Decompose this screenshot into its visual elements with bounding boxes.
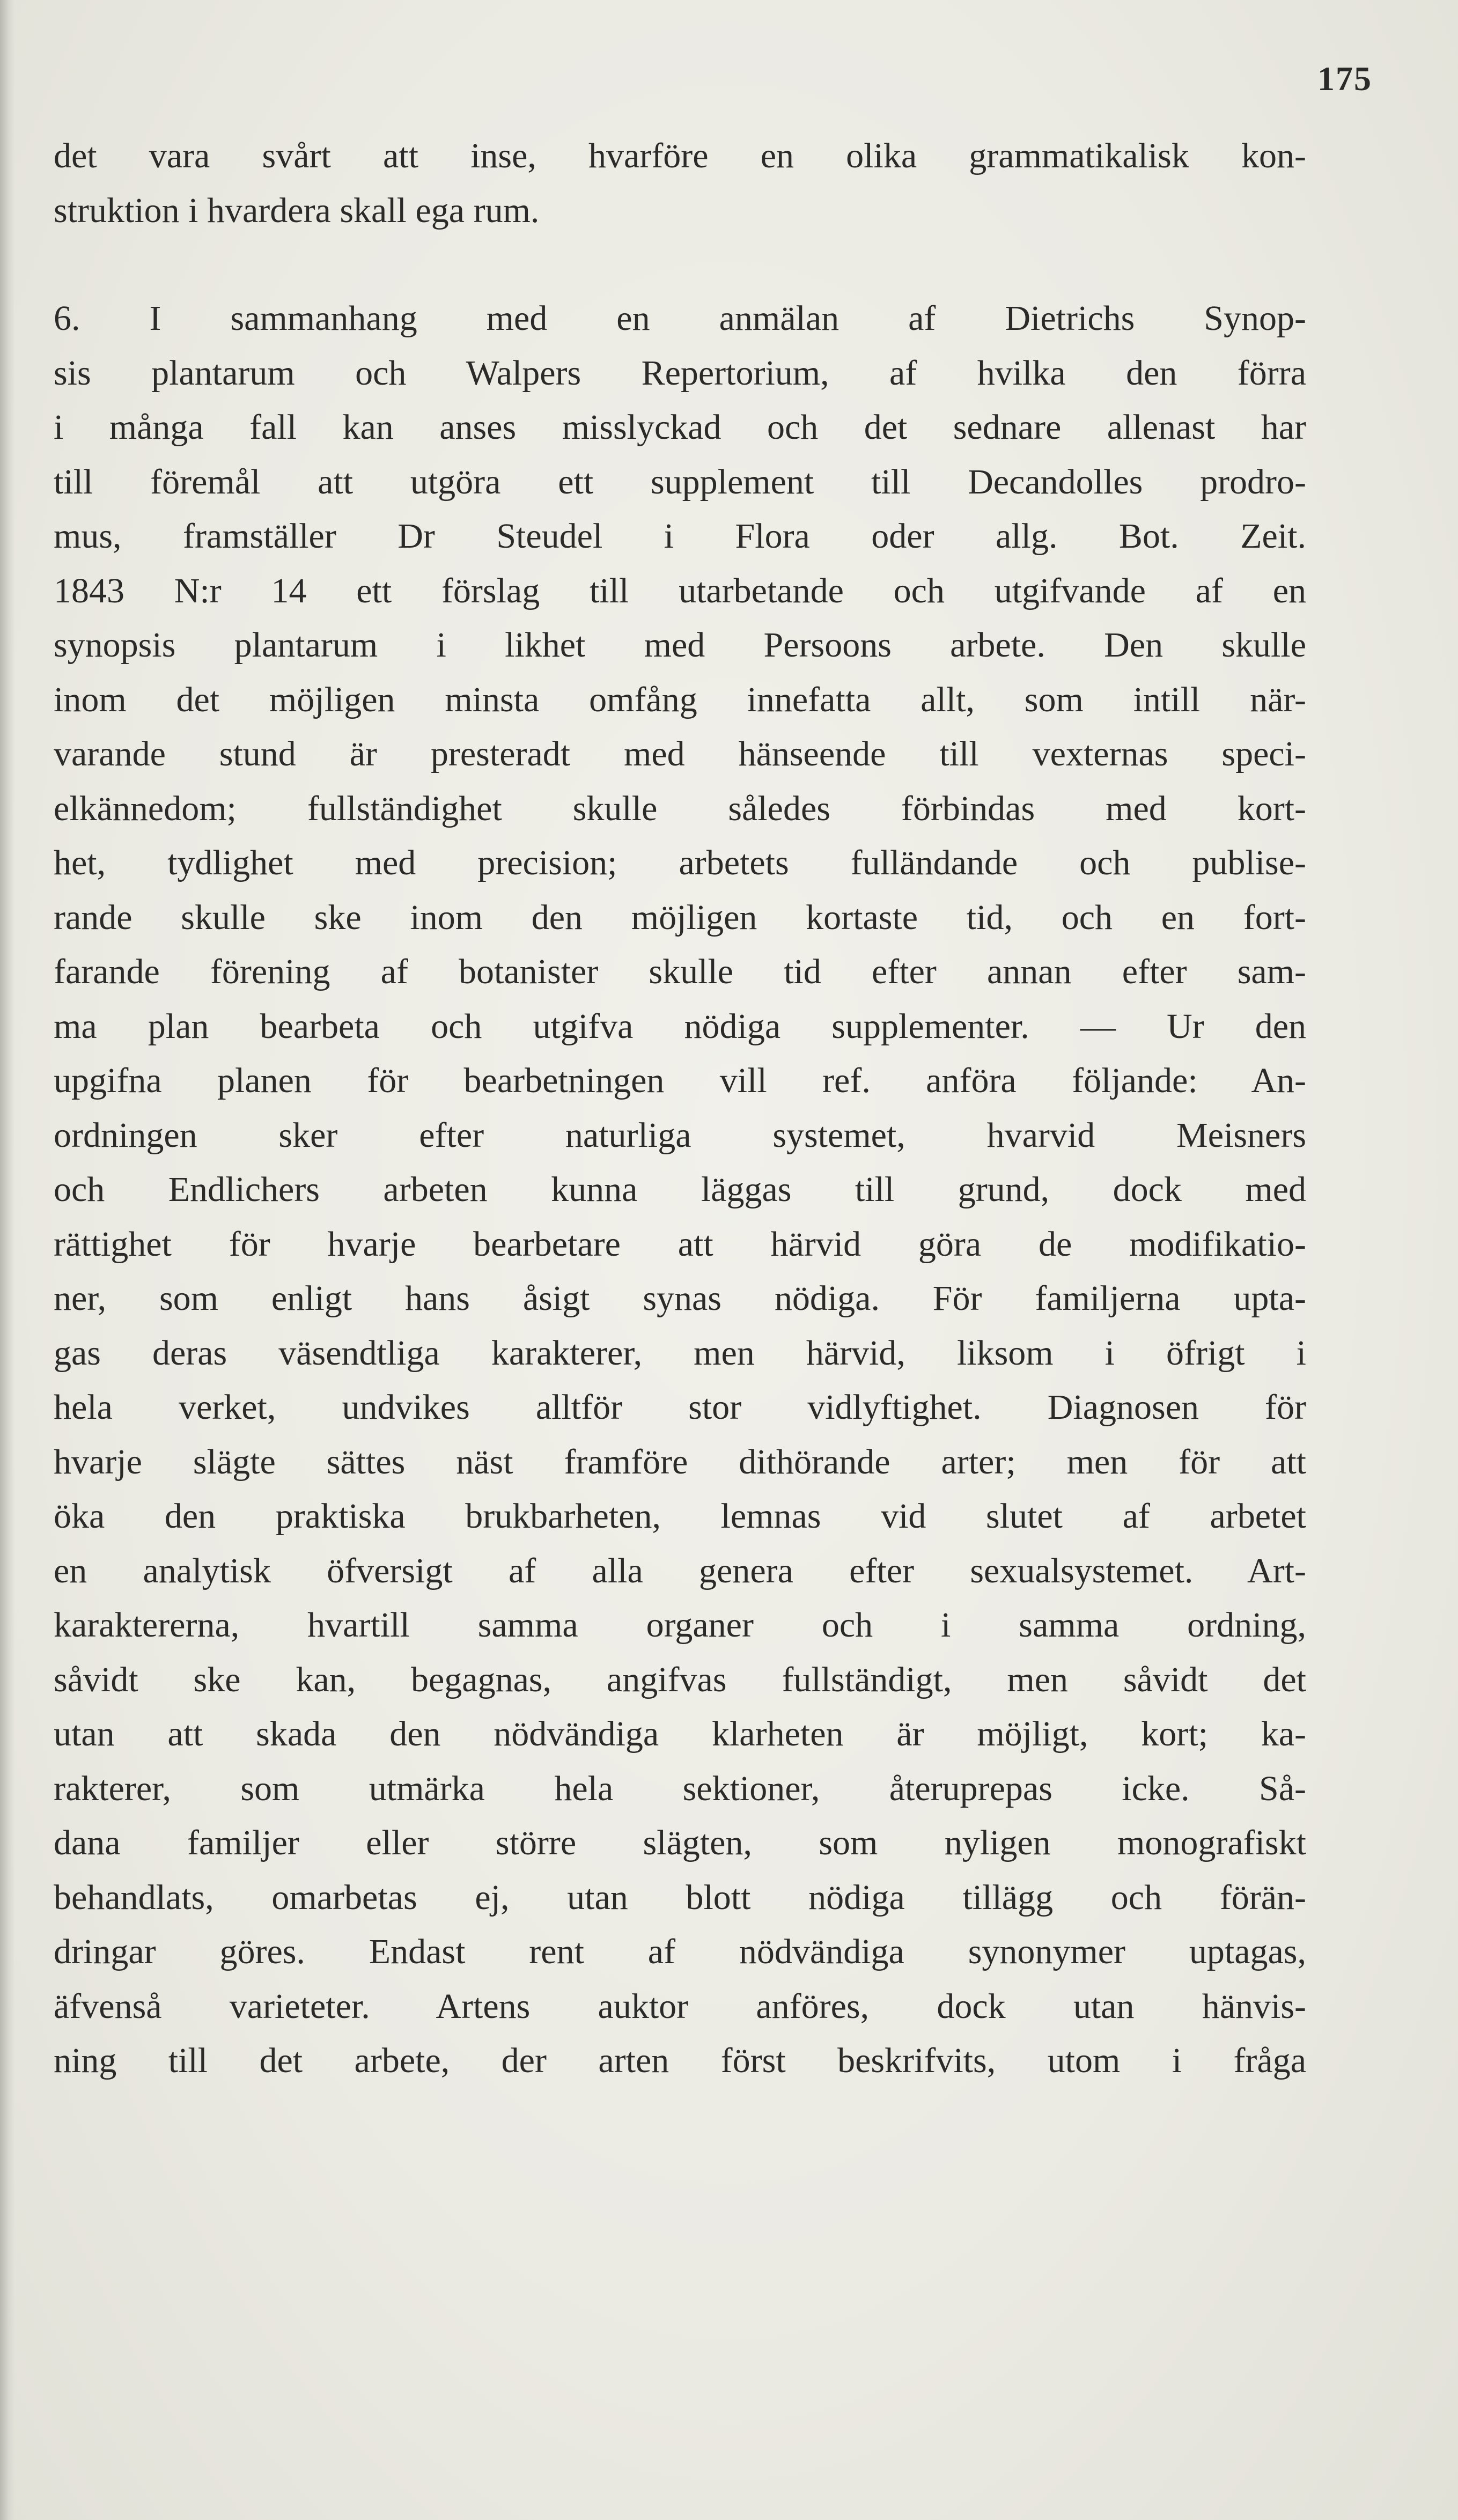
text-line: upgifna planen för bearbetningen vill ref. anföra följande: An- (54, 1061, 1306, 1100)
page-binding-shadow (0, 0, 15, 2520)
text-line: 1843 N:r 14 ett förslag till utarbetande och utgifvande af en (54, 571, 1306, 610)
text-line: dana familjer eller större slägten, som nyligen monografiskt (54, 1823, 1306, 1862)
text-line: het, tydlighet med precision; arbetets fulländande och publise- (54, 843, 1306, 882)
text-line: i många fall kan anses misslyckad och det sednare allenast har (54, 408, 1306, 447)
text-line: och Endlichers arbeten kunna läggas till grund, dock med (54, 1170, 1306, 1209)
text-line: ma plan bearbeta och utgifva nödiga supplementer. — Ur den (54, 1006, 1306, 1046)
text-line: rättighet för hvarje bearbetare att härvid göra de modifikatio- (54, 1224, 1306, 1264)
text-line: hela verket, undvikes alltför stor vidlyftighet. Diagnosen för (54, 1388, 1306, 1427)
text-line: rande skulle ske inom den möjligen kortaste tid, och en fort- (54, 897, 1306, 937)
text-line: hvarje slägte sättes näst framföre dithörande arter; men för att (54, 1442, 1306, 1482)
text-line: äfvenså varieteter. Artens auktor anföres, dock utan hänvis- (54, 1986, 1306, 2026)
text-line: farande förening af botanister skulle tid efter annan efter sam- (54, 952, 1306, 991)
text-line: behandlats, omarbetas ej, utan blott nödiga tillägg och förän- (54, 1877, 1306, 1917)
text-line: öka den praktiska brukbarheten, lemnas vid slutet af arbetet (54, 1497, 1306, 1536)
text-line: såvidt ske kan, begagnas, angifvas fullständigt, men såvidt det (54, 1660, 1306, 1699)
page-number: 175 (1317, 60, 1372, 98)
paragraph-gap (54, 238, 1306, 291)
text-line: varande stund är presteradt med hänseende till vexternas speci- (54, 734, 1306, 773)
text-line: sis plantarum och Walpers Repertorium, af hvilka den förra (54, 353, 1306, 393)
paragraph-6 (54, 291, 1306, 2088)
text-line: inom det möjligen minsta omfång innefatta allt, som intill när- (54, 680, 1306, 719)
text-line: mus, framställer Dr Steudel i Flora oder allg. Bot. Zeit. (54, 517, 1306, 556)
text-line: 6. I sammanhang med en anmälan af Dietrichs Synop- (54, 299, 1306, 338)
text-line: gas deras väsendtliga karakterer, men härvid, liksom i öfrigt i (54, 1333, 1306, 1373)
body-text (54, 129, 1306, 2088)
text-line: en analytisk öfversigt af alla genera efter sexualsystemet. Art- (54, 1551, 1306, 1590)
text-line: ner, som enligt hans åsigt synas nödiga. För familjerna upta- (54, 1279, 1306, 1318)
text-line: karaktererna, hvartill samma organer och i samma ordning, (54, 1605, 1306, 1645)
text-line: utan att skada den nödvändiga klarheten är möjligt, kort; ka- (54, 1714, 1306, 1753)
text-line: till föremål att utgöra ett supplement till Decandolles prodro- (54, 462, 1306, 502)
text-line: rakterer, som utmärka hela sektioner, återuprepas icke. Så- (54, 1769, 1306, 1808)
text-line: dringar göres. Endast rent af nödvändiga synonymer uptagas, (54, 1932, 1306, 1971)
text-line: elkännedom; fullständighet skulle således förbindas med kort- (54, 789, 1306, 828)
text-line: synopsis plantarum i likhet med Persoons arbete. Den skulle (54, 625, 1306, 665)
text-line: ning till det arbete, der arten först beskrifvits, utom i fråga (54, 2041, 1306, 2080)
text-line: ordningen sker efter naturliga systemet, hvarvid Meisners (54, 1115, 1306, 1155)
text-line: struktion i hvardera skall ega rum. (54, 190, 540, 230)
text-line: det vara svårt att inse, hvarföre en olika grammatikalisk kon- (54, 136, 1306, 175)
